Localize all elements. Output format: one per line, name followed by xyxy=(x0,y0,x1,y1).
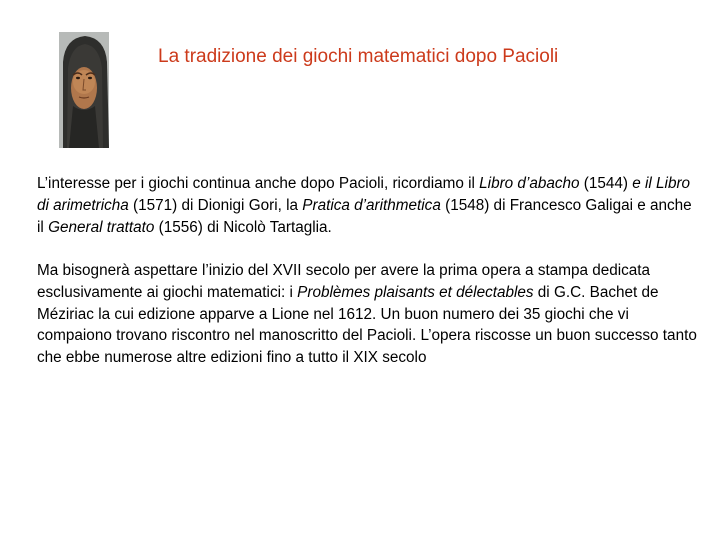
text-run: (1571) di Dionigi Gori, la xyxy=(128,196,303,214)
book-title: e il Libro di arimetricha xyxy=(37,175,691,214)
text-run: (1556) di Nicolò Tartaglia. xyxy=(154,218,332,236)
paragraph-1 xyxy=(37,173,697,238)
text-run: L’interesse per i giochi continua anche dopo Pacioli, ricordiamo il xyxy=(37,175,480,192)
pacioli-portrait xyxy=(59,32,109,148)
paragraph-2 xyxy=(37,260,697,369)
book-title: Pratica d’arithmetica xyxy=(302,196,441,214)
book-title: Libro d’abacho xyxy=(479,175,580,192)
text-run: di G.C. Bachet de Méziriac la cui edizione apparve a Lione nel 1612. Un buon numero dei 35 giochi che vi compaiono trovano riscontro nel manoscritto del Pacioli. L’opera riscosse un buon successo tanto che ebbe numerose altre edizioni fino a tutto il XIX secolo xyxy=(37,283,697,367)
text-run: (1544) xyxy=(579,175,633,192)
text-run: Ma bisognerà aspettare l’inizio del XVII secolo per avere la prima opera a stampa dedicata esclusivamente ai giochi matematici: i xyxy=(37,262,651,301)
book-title: Problèmes plaisants et délectables xyxy=(297,283,534,301)
text-run: (1548) di Francesco Galigai e anche il xyxy=(37,196,692,236)
slide-title: La tradizione dei giochi matematici dopo Pacioli xyxy=(158,46,559,67)
book-title: General trattato xyxy=(48,218,155,236)
